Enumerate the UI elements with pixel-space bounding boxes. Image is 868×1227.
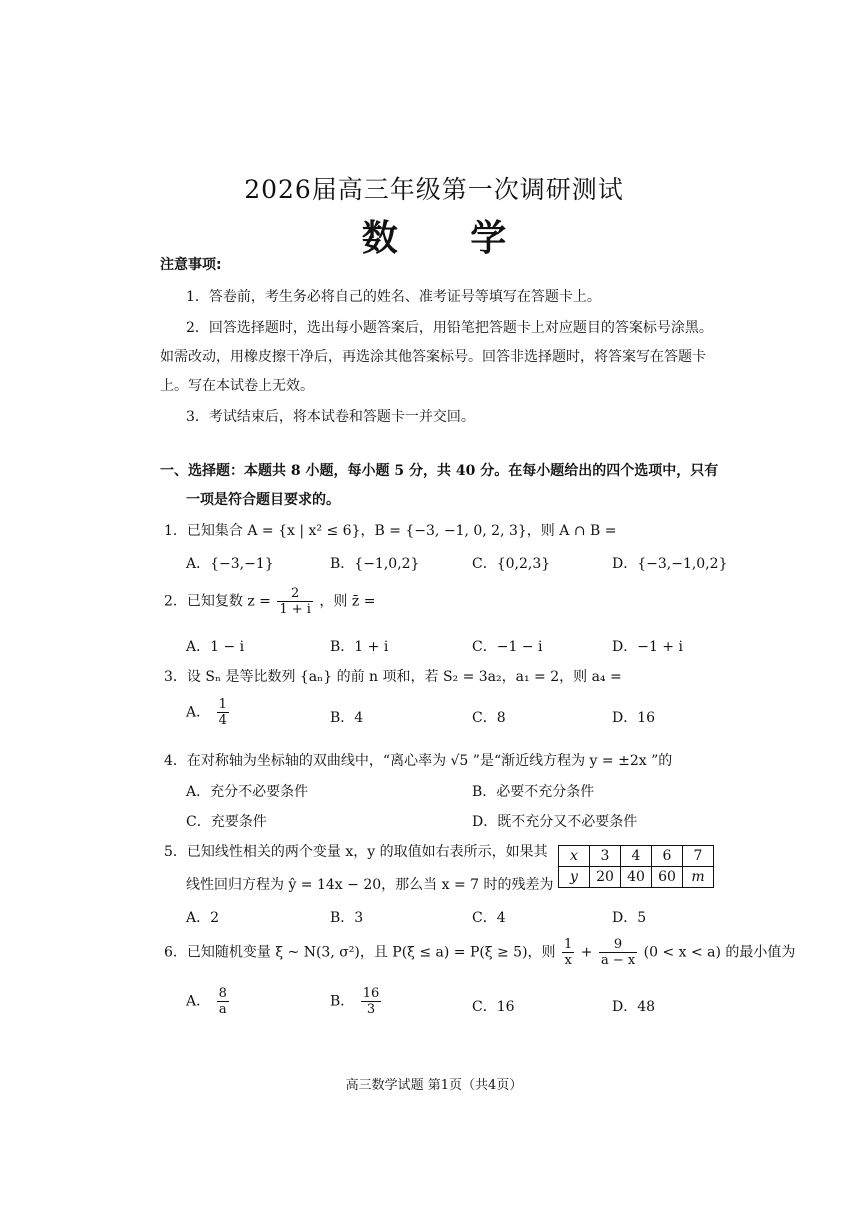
- question-2-option-c: C．−1 − i: [472, 639, 543, 655]
- table-cell: 7: [683, 846, 714, 867]
- question-6-fraction-1-num: 1: [564, 937, 573, 952]
- table-cell: y: [559, 867, 590, 888]
- question-6-stem: [164, 937, 795, 968]
- question-2-stem-suffix: ，则 z̄ =: [319, 593, 376, 610]
- question-3-option-c: C．8: [472, 710, 506, 726]
- table-cell: m: [683, 867, 714, 888]
- table-cell: x: [559, 846, 590, 867]
- question-6-option-c: C．16: [472, 999, 515, 1015]
- question-6-plus: +: [580, 944, 593, 961]
- question-6-stem-suffix: (0 < x < a) 的最小值为: [643, 944, 796, 961]
- question-2-fraction: [277, 586, 313, 617]
- question-6-fraction-2-num: 9: [599, 937, 637, 953]
- question-5-option-b: B．3: [330, 910, 364, 926]
- table-cell: 4: [621, 846, 652, 867]
- table-row: [559, 867, 714, 888]
- question-6-option-b-num: 16: [362, 986, 380, 1001]
- question-1-option-d: D．{−3,−1,0,2}: [612, 556, 728, 572]
- exam-title: 2026届高三年级第一次调研测试: [244, 175, 624, 204]
- question-5-stem-line-1: 5．已知线性相关的两个变量 x，y 的取值如右表所示，如果其: [164, 844, 548, 860]
- question-4-option-d: D．既不充分又不必要条件: [472, 814, 638, 830]
- question-1-option-b: B．{−1,0,2}: [330, 556, 420, 572]
- notice-item-2-end: 上。写在本试卷上无效。: [160, 378, 314, 394]
- notice-item-3: 3．考试结束后，将本试卷和答题卡一并交回。: [186, 409, 475, 425]
- question-6-option-a-label: A．: [186, 993, 211, 1010]
- question-6-fraction-2: [599, 937, 637, 968]
- question-1-option-c: C．{0,2,3}: [472, 556, 551, 572]
- question-6-fraction-1-den: x: [564, 953, 572, 968]
- table-cell: 60: [652, 867, 683, 888]
- question-4-stem: 4．在对称轴为坐标轴的双曲线中，“离心率为 √5 ”是“渐近线方程为 y = ±2x ”的: [164, 753, 673, 769]
- notice-item-1: 1．答卷前，考生务必将自己的姓名、准考证号等填写在答题卡上。: [186, 289, 601, 305]
- exam-subject: 数 学: [361, 217, 537, 259]
- table-cell: 6: [652, 846, 683, 867]
- question-1-stem: 1．已知集合 A = {x | x² ≤ 6}，B = {−3, −1, 0, 2, 3}，则 A ∩ B =: [164, 523, 617, 539]
- question-2-option-d: D．−1 + i: [612, 639, 683, 655]
- question-6-option-b-label: B．: [330, 993, 355, 1010]
- question-1-option-a: A．{−3,−1}: [186, 556, 274, 572]
- section-heading-cont: 一项是符合题目要求的。: [186, 492, 340, 508]
- notice-item-2-cont: 如需改动，用橡皮擦干净后，再选涂其他答案标号。回答非选择题时，将答案写在答题卡: [160, 349, 706, 365]
- question-4-option-b: B．必要不充分条件: [472, 784, 595, 800]
- question-6-option-b: [330, 986, 383, 1017]
- question-6-fraction-2-den: a − x: [600, 953, 636, 968]
- question-6-option-b-den: 3: [366, 1002, 376, 1017]
- question-3-option-a-fraction: [217, 697, 229, 728]
- question-3-option-a: [186, 697, 231, 728]
- question-2-fraction-den: 1 + i: [279, 602, 311, 617]
- question-6-option-a: [186, 986, 231, 1017]
- question-6-option-a-den: a: [218, 1002, 227, 1017]
- section-heading: 一、选择题：本题共 8 小题，每小题 5 分，共 40 分。在每小题给出的四个选项中，只有: [160, 463, 719, 479]
- question-3-option-a-num: 1: [218, 697, 227, 712]
- question-3-stem: 3．设 Sₙ 是等比数列 {aₙ} 的前 n 项和，若 S₂ = 3a₂，a₁ = 2，则 a₄ =: [164, 669, 622, 685]
- table-cell: 40: [621, 867, 652, 888]
- question-6-option-a-fraction: [217, 986, 229, 1017]
- question-5-table: [558, 845, 714, 888]
- table-row: [559, 846, 714, 867]
- page-footer: 高三数学试题 第1页（共4页）: [345, 1078, 523, 1093]
- question-6-stem-prefix: 6．已知随机变量 ξ ~ N(3, σ²)，且 P(ξ ≤ a) = P(ξ ≥ 5)，则: [164, 944, 556, 961]
- question-6-option-b-fraction: [361, 986, 382, 1017]
- question-5-option-c: C．4: [472, 910, 506, 926]
- question-4-option-c: C．充要条件: [186, 814, 267, 830]
- table-cell: 3: [590, 846, 621, 867]
- question-6-fraction-1: [562, 937, 574, 968]
- question-6-option-d: D．48: [612, 999, 656, 1015]
- question-2-option-b: B．1 + i: [330, 639, 389, 655]
- question-5-stem-line-2: 线性回归方程为 ŷ = 14x − 20，那么当 x = 7 时的残差为: [186, 877, 554, 893]
- question-4-option-a: A．充分不必要条件: [186, 784, 309, 800]
- question-2-fraction-num: 2: [277, 586, 313, 602]
- question-3-option-d: D．16: [612, 710, 656, 726]
- question-2-stem: [164, 586, 375, 617]
- question-2-stem-prefix: 2．已知复数 z =: [164, 593, 271, 610]
- notice-heading: 注意事项:: [160, 257, 222, 273]
- table-cell: 20: [590, 867, 621, 888]
- question-5-option-a: A．2: [186, 910, 220, 926]
- question-3-option-b: B．4: [330, 710, 364, 726]
- notice-item-2: 2．回答选择题时，选出每小题答案后，用铅笔把答题卡上对应题目的答案标号涂黑。: [186, 320, 713, 336]
- question-3-option-a-label: A．: [186, 704, 211, 721]
- question-5-option-d: D．5: [612, 910, 647, 926]
- question-6-option-a-num: 8: [218, 986, 227, 1001]
- question-2-option-a: A．1 − i: [186, 639, 245, 655]
- question-3-option-a-den: 4: [218, 713, 227, 728]
